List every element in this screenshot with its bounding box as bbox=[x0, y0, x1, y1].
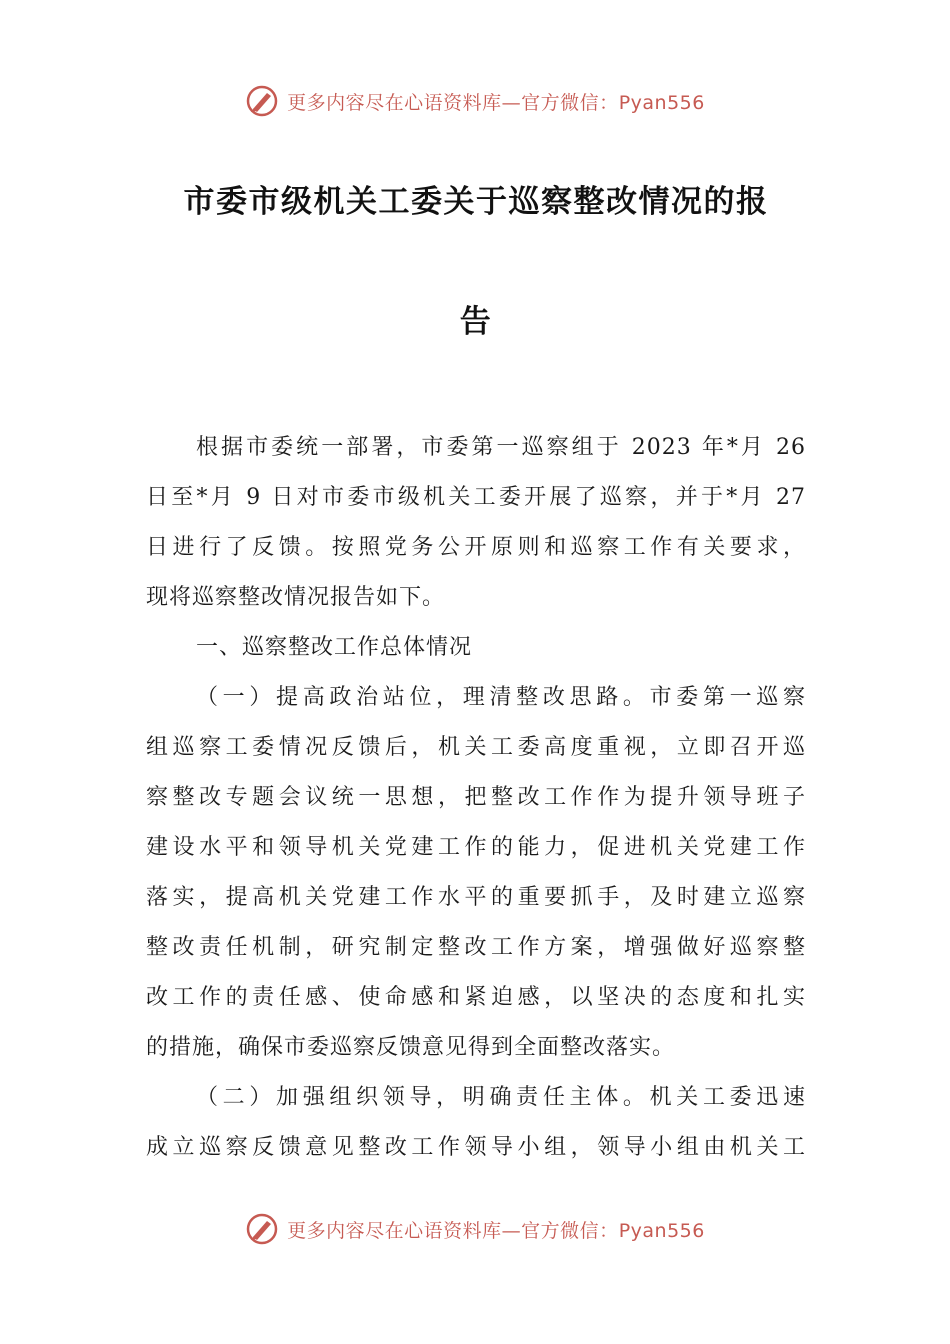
body-line: 日进行了反馈。按照党务公开原则和巡察工作有关要求， bbox=[146, 535, 806, 560]
watermark-account: Pyan556 bbox=[618, 1219, 705, 1242]
watermark-text bbox=[287, 1216, 705, 1243]
document-title-line-1: 市委市级机关工委关于巡察整改情况的报 bbox=[183, 184, 769, 220]
watermark-separator: —官方微信： bbox=[501, 91, 619, 114]
document-body bbox=[146, 423, 806, 1173]
watermark-site: 更多内容尽在心语资料库 bbox=[287, 91, 502, 114]
watermark-account: Pyan556 bbox=[618, 91, 705, 114]
body-line: 建设水平和领导机关党建工作的能力，促进机关党建工作 bbox=[146, 835, 806, 860]
document-title-line-2: 告 bbox=[459, 304, 493, 340]
body-line: 成立巡察反馈意见整改工作领导小组，领导小组由机关工 bbox=[146, 1135, 806, 1160]
watermark-separator: —官方微信： bbox=[501, 1219, 619, 1242]
watermark-site: 更多内容尽在心语资料库 bbox=[287, 1219, 502, 1242]
watermark-text bbox=[287, 88, 705, 115]
body-line: 日至*月 9 日对市委市级机关工委开展了巡察，并于*月 27 bbox=[146, 485, 806, 510]
body-line: 改工作的责任感、使命感和紧迫感，以坚决的态度和扎实 bbox=[146, 985, 806, 1010]
body-line: 察整改专题会议统一思想，把整改工作作为提升领导班子 bbox=[146, 785, 806, 810]
body-line: （一）提高政治站位，理清整改思路。市委第一巡察 bbox=[196, 685, 806, 710]
section-heading: 一、巡察整改工作总体情况 bbox=[196, 635, 473, 660]
body-line: 整改责任机制，研究制定整改工作方案，增强做好巡察整 bbox=[146, 935, 806, 960]
body-line: （二）加强组织领导，明确责任主体。机关工委迅速 bbox=[196, 1085, 806, 1110]
body-line: 的措施，确保市委巡察反馈意见得到全面整改落实。 bbox=[146, 1035, 676, 1060]
body-line: 根据市委统一部署，市委第一巡察组于 2023 年*月 26 bbox=[196, 435, 806, 460]
body-line: 现将巡察整改情况报告如下。 bbox=[146, 585, 446, 610]
watermark-footer bbox=[0, 1212, 950, 1246]
body-line: 组巡察工委情况反馈后，机关工委高度重视，立即召开巡 bbox=[146, 735, 806, 760]
body-line: 落实，提高机关党建工作水平的重要抓手，及时建立巡察 bbox=[146, 885, 806, 910]
pen-logo-icon bbox=[245, 84, 279, 118]
pen-logo-icon bbox=[245, 1212, 279, 1246]
watermark-header bbox=[0, 84, 950, 118]
